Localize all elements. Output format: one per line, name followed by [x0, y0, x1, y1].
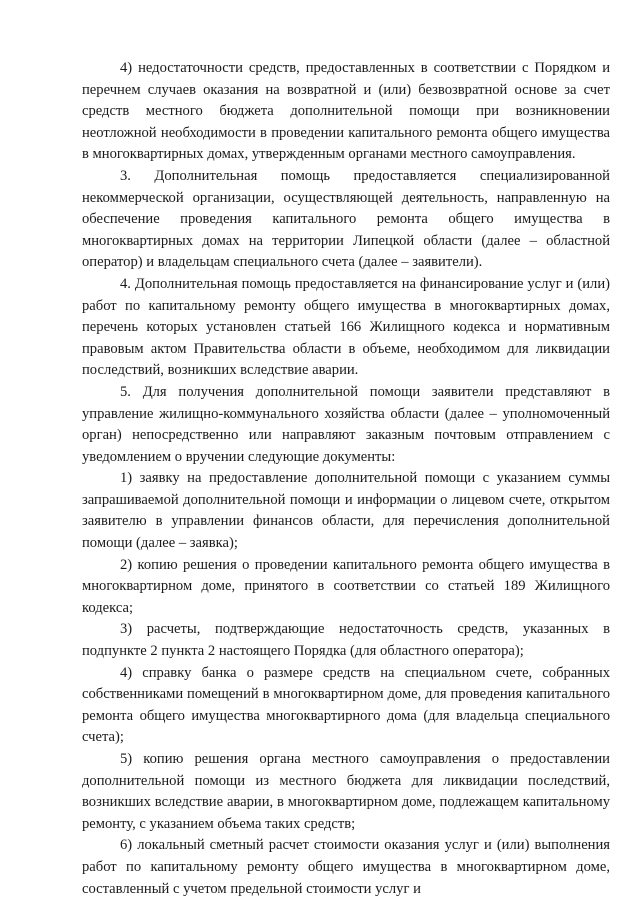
list-item-application: 1) заявку на предоставление дополнительной помощи с указанием суммы запрашиваемой дополнительной помощи и информации о лицевом счете, открытом заявителю в управлении финансов области, для перечисления дополнительной помощи (далее – заявка);: [82, 470, 610, 552]
list-item-repair-decision: 2) копию решения о проведении капитального ремонта общего имущества в многоквартирном доме, принятого в соответствии со статьей 189 Жилищного кодекса;: [82, 556, 610, 616]
document-page: [82, 58, 610, 900]
paragraph-section-3-recipients: 3. Дополнительная помощь предоставляется специализированной некоммерческой организации, осуществляющей деятельность, направленную на обеспечение проведения капитального ремонта общего имущества в многоквартирных домах на территории Липецкой области (далее – областной оператор) и владельцам специального счета (далее – заявители).: [82, 167, 610, 271]
paragraph-section-5-documents: 5. Для получения дополнительной помощи заявители представляют в управление жилищно-коммунального хозяйства области (далее – уполномоченный орган) непосредственно или направляют заказным почтовым отправлением с уведомлением о вручении следующие документы:: [82, 383, 610, 465]
paragraph-item-4-insufficient-funds: 4) недостаточности средств, предоставленных в соответствии с Порядком и перечнем случаев оказания на возвратной и (или) безвозвратной основе за счет средств местного бюджета дополнительной помощи при возникновении неотложной необходимости в проведении капитального ремонта общего имущества в многоквартирных домах, утвержденным органами местного самоуправления.: [82, 60, 610, 163]
list-item-municipal-decision: 5) копию решения органа местного самоуправления о предоставлении дополнительной помощи из местного бюджета для ликвидации последствий, возникших вследствие аварии, в многоквартирном доме, подлежащем капитальному ремонту, с указанием объема таких средств;: [82, 751, 610, 832]
list-item-cost-estimate: 6) локальный сметный расчет стоимости оказания услуг и (или) выполнения работ по капитальному ремонту общего имущества в многоквартирном доме, составленный с учетом предельной стоимости услуг и: [82, 837, 610, 897]
list-item-bank-statement: 4) справку банка о размере средств на специальном счете, собранных собственниками помещений в многоквартирном доме, для проведения капитального ремонта общего имущества многоквартирного дома (для владельца специального счета);: [82, 664, 610, 746]
paragraph-section-4-financing: 4. Дополнительная помощь предоставляется на финансирование услуг и (или) работ по капитальному ремонту общего имущества в многоквартирных домах, перечень которых установлен статьей 166 Жилищного кодекса и нормативным правовым актом Правительства области в объеме, необходимом для ликвидации последствий, возникших вследствие аварии.: [82, 275, 610, 379]
list-item-calculations: 3) расчеты, подтверждающие недостаточность средств, указанных в подпункте 2 пункта 2 настоящего Порядка (для областного оператора);: [82, 621, 610, 660]
